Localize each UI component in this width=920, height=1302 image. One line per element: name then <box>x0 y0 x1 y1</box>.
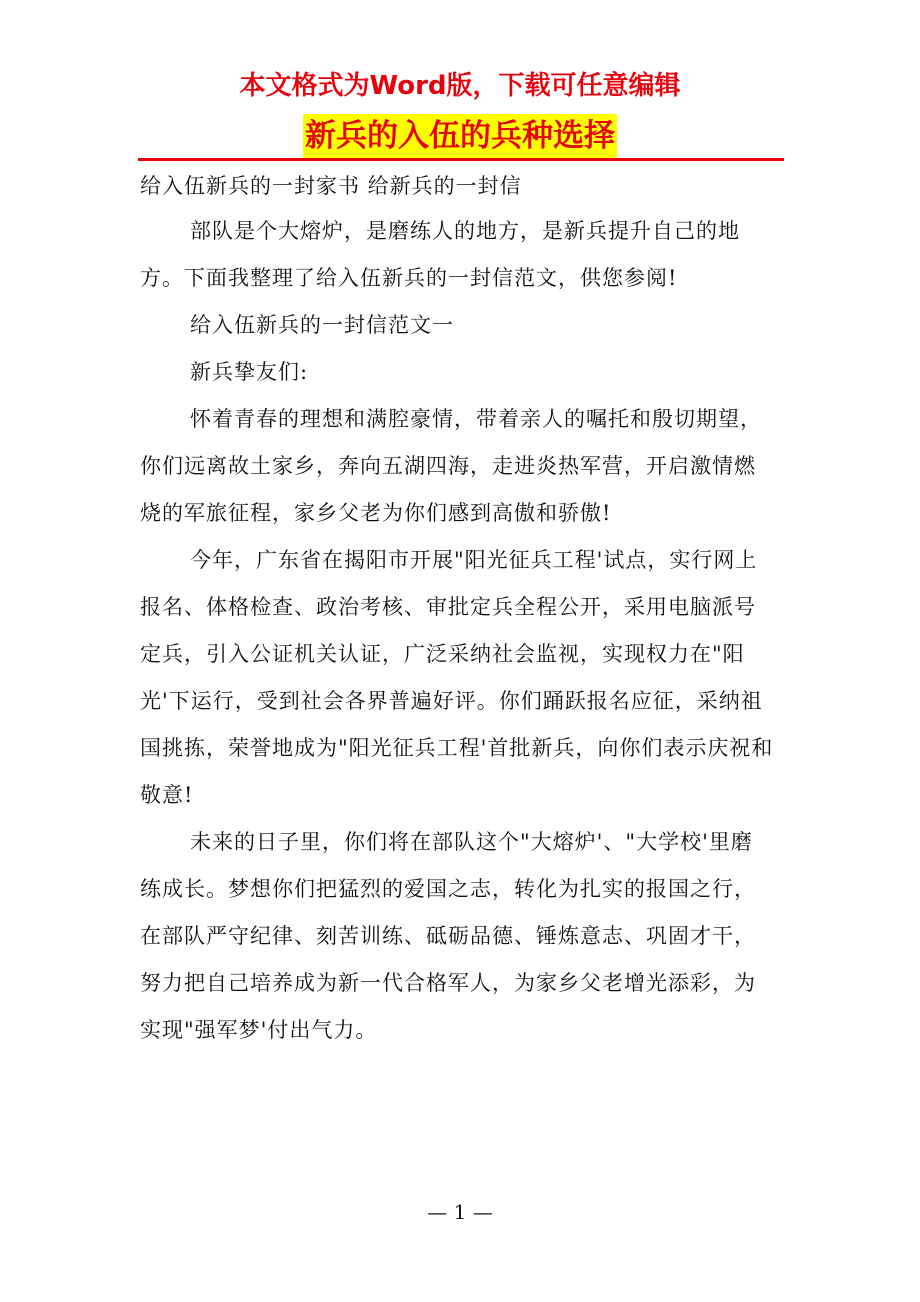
document-body <box>140 164 774 1054</box>
paragraph-body-1: 怀着青春的理想和满腔豪情，带着亲人的嘱托和殷切期望，你们远离故土家乡，奔向五湖四海，走进炎热军营，开启激情燃烧的军旅征程，家乡父老为你们感到高傲和骄傲! <box>140 407 762 525</box>
document-title: 新兵的入伍的兵种选择 <box>303 114 617 158</box>
paragraph-intro: 部队是个大熔炉，是磨练人的地方，是新兵提升自己的地方。下面我整理了给入伍新兵的一封信范文，供您参阅! <box>140 219 740 290</box>
paragraph-salutation: 新兵挚友们: <box>190 360 309 384</box>
title-divider <box>138 158 784 161</box>
paragraph-body-3: 未来的日子里，你们将在部队这个"大熔炉'、"大学校'里磨练成长。梦想你们把猛烈的爱国之志，转化为扎实的报国之行，在部队严守纪律、刻苦训练、砥砺品德、锤炼意志、巩固才干，努力把自己培养成为新一代合格军人，为家乡父老增光添彩，为实现"强军梦'付出气力。 <box>140 830 756 1042</box>
paragraph-sample-heading: 给入伍新兵的一封信范文一 <box>190 313 454 337</box>
paragraph-body-2: 今年，广东省在揭阳市开展"阳光征兵工程'试点，实行网上报名、体格检查、政治考核、审批定兵全程公开，采用电脑派号定兵，引入公证机关认证，广泛采纳社会监视，实现权力在"阳光'下运行，受到社会各界普遍好评。你们踊跃报名应征，采纳祖国挑拣，荣誉地成为"阳光征兵工程'首批新兵，向你们表示庆祝和敬意! <box>140 548 774 807</box>
format-notice-banner: 本文格式为Word版，下载可任意编辑 <box>239 71 681 101</box>
page-number: — 1 — <box>427 1200 493 1224</box>
document-subtitle: 给入伍新兵的一封家书 给新兵的一封信 <box>140 174 522 198</box>
title-container <box>0 114 920 158</box>
